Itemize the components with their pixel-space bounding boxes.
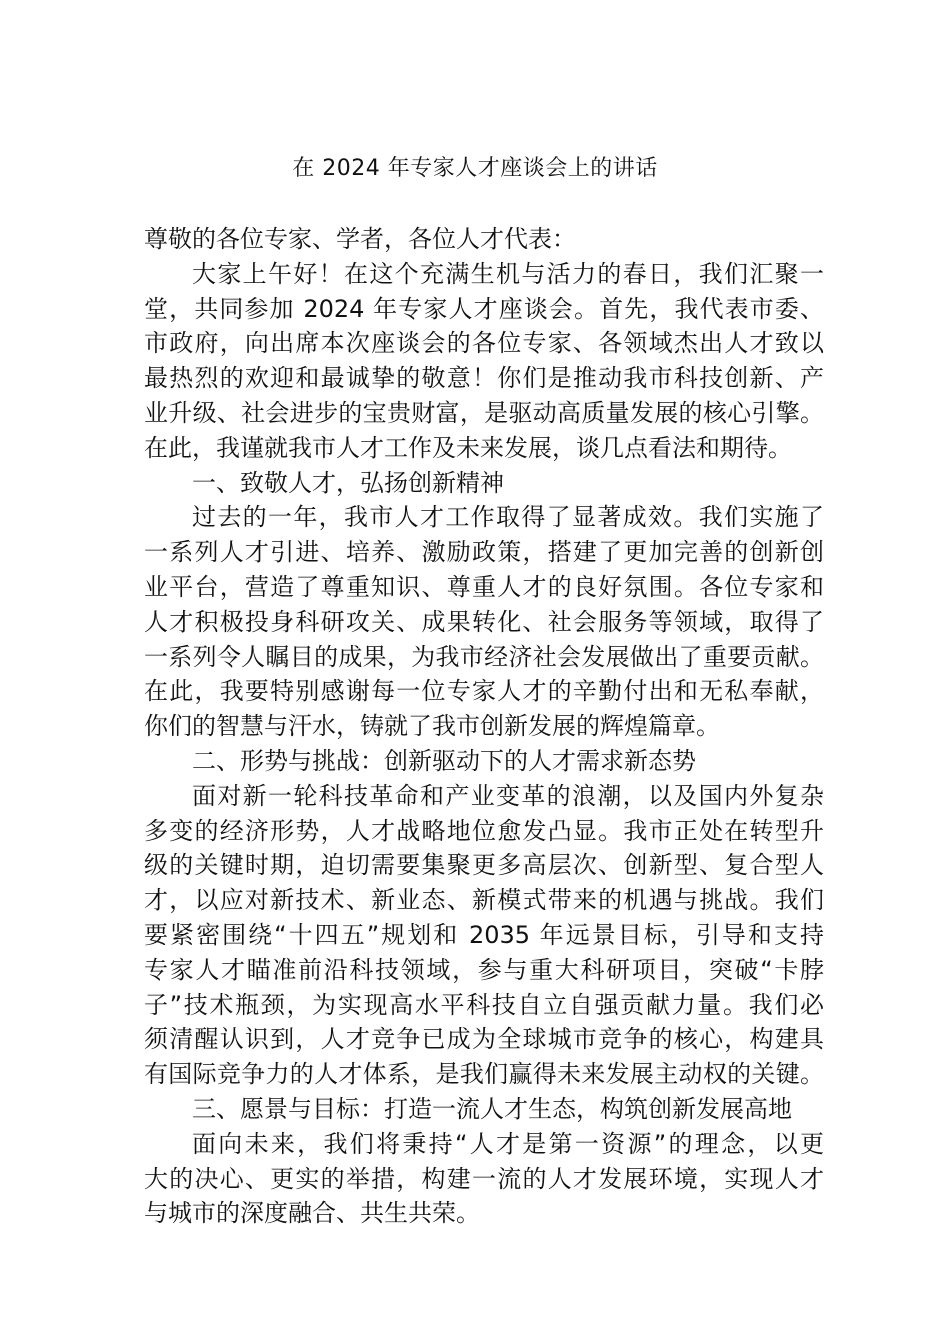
body-line: 三、愿景与目标：打造一流人才生态，构筑创新发展高地 (192, 1094, 792, 1123)
body-line: 才，以应对新技术、新业态、新模式带来的机遇与挑战。我们 (144, 886, 824, 915)
document-body (144, 222, 824, 1231)
body-line: 要紧密围绕“十四五”规划和 2035 年远景目标，引导和支持 (144, 920, 824, 949)
body-line: 你们的智慧与汗水，铸就了我市创新发展的辉煌篇章。 (144, 712, 720, 741)
body-line: 大的决心、更实的举措，构建一流的人才发展环境，实现人才 (144, 1164, 824, 1193)
body-line: 子”技术瓶颈，为实现高水平科技自立自强贡献力量。我们必 (144, 990, 824, 1019)
body-line: 须清醒认识到，人才竞争已成为全球城市竞争的核心，构建具 (144, 1025, 824, 1054)
body-line: 二、形势与挑战：创新驱动下的人才需求新态势 (192, 746, 696, 775)
body-line: 大家上午好！在这个充满生机与活力的春日，我们汇聚一 (192, 259, 824, 288)
body-line: 人才积极投身科研攻关、成果转化、社会服务等领域，取得了 (144, 607, 824, 636)
body-line: 多变的经济形势，人才战略地位愈发凸显。我市正处在转型升 (144, 816, 824, 845)
body-line: 尊敬的各位专家、学者，各位人才代表： (144, 225, 576, 253)
body-line: 在此，我要特别感谢每一位专家人才的辛勤付出和无私奉献， (144, 677, 824, 706)
body-line: 过去的一年，我市人才工作取得了显著成效。我们实施了 (192, 503, 824, 532)
document-title: 在 2024 年专家人才座谈会上的讲话 (292, 156, 658, 181)
body-line: 一系列人才引进、培养、激励政策，搭建了更加完善的创新创 (144, 538, 824, 567)
body-line: 业平台，营造了尊重知识、尊重人才的良好氛围。各位专家和 (144, 572, 824, 601)
body-line: 一系列令人瞩目的成果，为我市经济社会发展做出了重要贡献。 (144, 642, 824, 671)
body-line: 在此，我谨就我市人才工作及未来发展，谈几点看法和期待。 (144, 433, 792, 462)
body-line: 市政府，向出席本次座谈会的各位专家、各领域杰出人才致以 (144, 329, 824, 358)
body-line: 最热烈的欢迎和最诚挚的敬意！你们是推动我市科技创新、产 (144, 364, 824, 393)
body-line: 专家人才瞄准前沿科技领域，参与重大科研项目，突破“卡脖 (144, 955, 824, 984)
body-line: 与城市的深度融合、共生共荣。 (144, 1199, 480, 1228)
body-line: 有国际竞争力的人才体系，是我们赢得未来发展主动权的关键。 (144, 1060, 824, 1089)
body-line: 面对新一轮科技革命和产业变革的浪潮，以及国内外复杂 (192, 781, 824, 810)
body-line: 堂，共同参加 2024 年专家人才座谈会。首先，我代表市委、 (144, 294, 824, 323)
body-line: 业升级、社会进步的宝贵财富，是驱动高质量发展的核心引擎。 (144, 398, 824, 427)
body-line: 面向未来，我们将秉持“人才是第一资源”的理念，以更 (192, 1129, 824, 1158)
body-line: 级的关键时期，迫切需要集聚更多高层次、创新型、复合型人 (144, 851, 824, 880)
body-line: 一、致敬人才，弘扬创新精神 (192, 468, 504, 497)
